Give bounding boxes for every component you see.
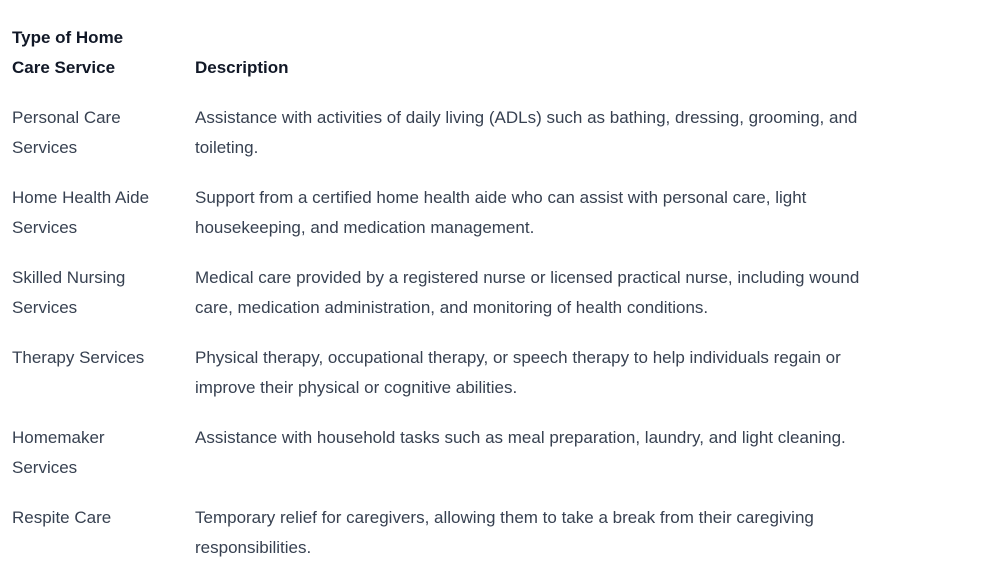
table-row [12,343,892,423]
service-description-cell: Physical therapy, occupational therapy, or speech therapy to help individuals regain or improve their physical or cognitive abilities. [195,348,841,397]
home-care-services-table [12,23,892,583]
service-type-cell: Home Health Aide Services [12,188,150,237]
table-header-row [12,23,892,103]
service-type-cell: Personal Care Services [12,108,121,157]
service-description-cell: Medical care provided by a registered nurse or licensed practical nurse, including wound care, medication administration, and monitoring of health conditions. [195,268,860,317]
service-type-cell: Respite Care [12,508,112,527]
service-description-cell: Assistance with household tasks such as meal preparation, laundry, and light cleaning. [195,428,846,447]
header-description: Description [195,58,289,77]
table-header [12,23,892,103]
table-row [12,103,892,183]
service-type-cell: Homemaker Services [12,428,105,477]
service-type-cell: Therapy Services [12,348,145,367]
table-row [12,503,892,583]
header-type: Type of Home Care Service [12,28,124,77]
table-row [12,423,892,503]
service-description-cell: Assistance with activities of daily living (ADLs) such as bathing, dressing, grooming, and toileting. [195,108,858,157]
table-row [12,263,892,343]
table-row [12,183,892,263]
table-body [12,103,892,583]
service-description-cell: Temporary relief for caregivers, allowing them to take a break from their caregiving responsibilities. [195,508,814,557]
service-description-cell: Support from a certified home health aide who can assist with personal care, light housekeeping, and medication management. [195,188,807,237]
service-type-cell: Skilled Nursing Services [12,268,126,317]
